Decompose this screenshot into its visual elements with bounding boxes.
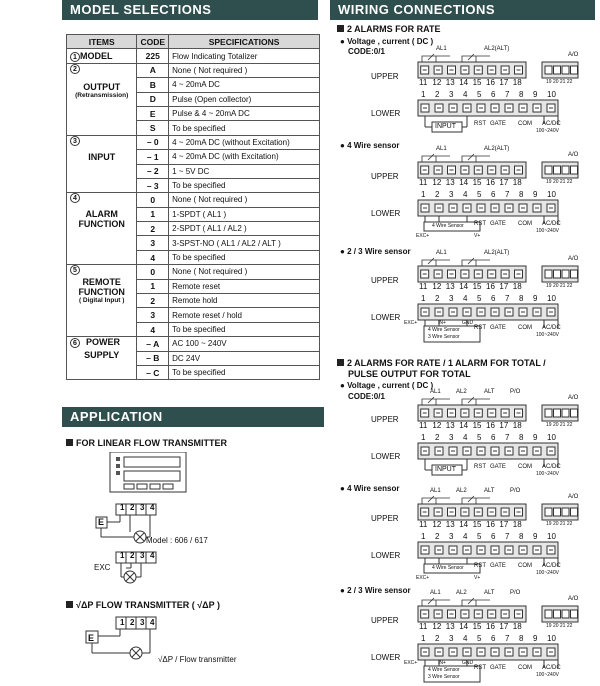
lower-terminal-number: 4 [463,433,468,442]
lower-terminal-number: 6 [491,294,496,303]
upper-terminal-number: 18 [512,622,522,631]
item-alarm: ALARM [85,209,118,220]
lower-terminal-number: 3 [449,90,454,99]
lower-terminal-number: 4 [463,90,468,99]
upper-terminal-number: 15 [472,178,482,187]
table-row: 6 POWER SUPPLY – A AC 100 ~ 240V [67,337,320,351]
upper-label: UPPER [371,72,399,81]
al1-label: AL1 [430,389,441,395]
upper-terminal-number: 14 [459,421,469,430]
lower-terminal-number: 7 [505,190,510,199]
wire23-label-2: ● 2 / 3 Wire sensor [340,586,411,595]
lower-terminal-number: 3 [449,294,454,303]
terminal-2c: 2 [130,618,135,627]
lower-terminal-number: 2 [435,90,440,99]
input-label: INPUT [435,123,456,130]
lower-terminal-number: 5 [477,294,482,303]
upper-terminal-number: 17 [499,520,509,529]
right-terminal-numbers: 19 20 21 22 [546,422,573,428]
lower-terminal-number: 9 [533,90,538,99]
upper-terminal-number: 18 [512,78,522,87]
upper-terminal-number: 15 [472,520,482,529]
table-row: – 1 4 ~ 20mA DC (with Excitation) [67,150,320,164]
lower-terminal-number: 9 [533,294,538,303]
upper-terminal-number: 12 [432,178,442,187]
rst-label: RST [474,325,486,331]
wiring-section-2-title: 2 ALARMS FOR RATE / 1 ALARM FOR TOTAL / [337,358,546,368]
terminal-1: 1 [120,503,125,512]
application-header: APPLICATION [62,407,324,427]
ao-label: A/O [568,52,579,58]
terminal-3b: 3 [140,551,145,560]
terminal-1b: 1 [120,551,125,560]
table-row: D Pulse (Open collector) [67,92,320,106]
upper-terminal-number: 13 [445,282,455,291]
lower-terminal-number: 6 [491,532,496,541]
sensor4-label: 4 Wire Sensor [428,327,460,333]
upper-terminal-number: 16 [486,421,495,430]
al2-label: AL2 [456,389,467,395]
gate-label: GATE [490,563,506,569]
lower-terminal-number: 4 [463,190,468,199]
sensor4-label: 4 Wire Sensor [432,565,464,571]
model-selection-table [66,34,320,380]
lower-terminal-number: 9 [533,532,538,541]
v-plus-label: V+ [474,233,481,239]
table-row: 4 ALARM FUNCTION 0 None ( Not required ) [67,193,320,207]
e-label: E [98,517,105,527]
gnd-label: GND [462,660,474,666]
lower-terminal-number: 10 [547,190,556,199]
lower-terminal-number: 7 [505,433,510,442]
acdc-label: AC/DC [542,665,561,671]
voltage-range-label: 100~240V [536,128,559,134]
lower-terminal-number: 2 [435,634,440,643]
ao-label: A/O [568,395,579,401]
sensor3-label: 3 Wire Sensor [428,334,460,340]
alt-label: ALT [484,488,495,494]
sqrt-flow-title: √ΔP FLOW TRANSMITTER ( √ΔP ) [66,600,220,610]
lower-terminal-number: 9 [533,190,538,199]
upper-terminal-number: 13 [445,622,455,631]
com-label: COM [518,221,532,227]
lower-terminal-number: 7 [505,294,510,303]
lower-terminal-number: 6 [491,433,496,442]
right-terminal-numbers: 19 20 21 22 [546,179,573,185]
square-bullet-icon [66,439,73,446]
square-bullet-icon [66,601,73,608]
table-row: 2 Remote hold [67,294,320,308]
lower-terminal-number: 1 [421,294,426,303]
model-selections-header: MODEL SELECTIONS [62,0,318,20]
com-label: COM [518,121,532,127]
lower-terminal-number: 5 [477,190,482,199]
table-row: – C To be specified [67,365,320,379]
upper-terminal-number: 16 [486,282,495,291]
wire4-label-1: ● 4 Wire sensor [340,141,400,150]
table-row: 4 To be specified [67,250,320,264]
table-row: 2 OUTPUT (Retransmission) A None ( Not required ) [67,63,320,77]
upper-terminal-number: 15 [472,282,482,291]
upper-terminal-number: 14 [459,178,469,187]
col-spec: SPECIFICATIONS [169,35,320,49]
voltage-range-label: 100~240V [536,570,559,576]
model-note: Model : 606 / 617 [146,536,208,545]
com-label: COM [518,563,532,569]
upper-terminal-number: 16 [486,622,495,631]
upper-terminal-number: 12 [432,78,442,87]
lower-terminal-number: 7 [505,532,510,541]
upper-terminal-number: 16 [486,78,495,87]
upper-label: UPPER [371,276,399,285]
exc-plus-label: EXC+ [404,660,418,666]
table-row: 3 3-SPST-NO ( AL1 / AL2 / ALT ) [67,236,320,250]
wiring-connections-header: WIRING CONNECTIONS [330,0,595,20]
table-row: E Pulse & 4 ~ 20mA DC [67,106,320,120]
wire23-label-1: ● 2 / 3 Wire sensor [340,247,411,256]
lower-terminal-number: 8 [519,90,524,99]
lower-terminal-number: 8 [519,190,524,199]
lower-terminal-number: 2 [435,433,440,442]
acdc-label: AC/DC [542,121,561,127]
acdc-label: AC/DC [542,563,561,569]
po-label: P/O [510,488,521,494]
table-row: 1 Remote reset [67,279,320,293]
lower-terminal-number: 8 [519,433,524,442]
gnd-label: GND [462,320,474,326]
lower-terminal-number: 4 [463,294,468,303]
upper-terminal-number: 13 [445,421,455,430]
com-label: COM [518,325,532,331]
lower-terminal-number: 1 [421,190,426,199]
lower-label: LOWER [371,452,401,461]
lower-label: LOWER [371,653,401,662]
table-row: – 3 To be specified [67,178,320,192]
upper-terminal-number: 18 [512,178,522,187]
table-row: 4 To be specified [67,322,320,336]
upper-terminal-number: 11 [419,421,428,430]
gate-label: GATE [490,464,506,470]
upper-terminal-number: 16 [486,178,495,187]
lower-label: LOWER [371,313,401,322]
exc-plus-label: EXC+ [404,320,418,326]
lower-terminal-number: 3 [449,634,454,643]
in-plus-label: IN+ [438,320,446,326]
v-plus-label: V+ [474,575,481,581]
col-items: ITEMS [67,35,137,49]
table-row: 2 2-SPDT ( AL1 / AL2 ) [67,222,320,236]
terminal-4c: 4 [150,618,155,627]
lower-terminal-number: 7 [505,634,510,643]
acdc-label: AC/DC [542,325,561,331]
lower-terminal-number: 7 [505,90,510,99]
gate-label: GATE [490,121,506,127]
rst-label: RST [474,464,486,470]
upper-terminal-number: 15 [472,622,482,631]
alt-label: ALT [484,590,495,596]
upper-label: UPPER [371,415,399,424]
square-bullet-icon [337,359,344,366]
upper-terminal-number: 12 [432,421,442,430]
voltage-range-label: 100~240V [536,228,559,234]
lower-terminal-number: 9 [533,433,538,442]
table-row: 1 MODEL 225 Flow Indicating Totalizer [67,49,320,63]
square-bullet-icon [337,25,344,32]
lower-terminal-number: 5 [477,634,482,643]
item-remote: REMOTE [82,277,121,288]
lower-terminal-number: 10 [547,433,556,442]
e-label-2: E [88,633,95,643]
gate-label: GATE [490,665,506,671]
acdc-label: AC/DC [542,464,561,470]
wire4-label-2: ● 4 Wire sensor [340,484,400,493]
lower-terminal-number: 6 [491,634,496,643]
lower-terminal-number: 1 [421,634,426,643]
lower-label: LOWER [371,551,401,560]
upper-terminal-number: 17 [499,421,509,430]
terminal-2: 2 [130,503,135,512]
upper-terminal-number: 13 [445,520,455,529]
upper-terminal-number: 12 [432,282,442,291]
upper-terminal-number: 14 [459,622,469,631]
voltage-range-label: 100~240V [536,672,559,678]
upper-terminal-number: 18 [512,421,522,430]
upper-terminal-number: 17 [499,178,509,187]
voltage-current-label-1: ● Voltage , current ( DC ) [340,37,434,46]
lower-terminal-number: 3 [449,532,454,541]
upper-terminal-number: 11 [419,178,428,187]
lower-terminal-number: 6 [491,190,496,199]
upper-terminal-number: 18 [512,282,522,291]
al2-alt-label: AL2(ALT) [484,46,510,52]
item-model: MODEL [80,50,113,61]
upper-terminal-number: 17 [499,78,509,87]
al2-label: AL2 [456,590,467,596]
rst-label: RST [474,221,486,227]
upper-terminal-number: 18 [512,520,522,529]
lower-terminal-number: 2 [435,532,440,541]
lower-terminal-number: 10 [547,294,556,303]
upper-terminal-number: 17 [499,622,509,631]
exc-plus-label: EXC+ [416,233,430,239]
table-row: 5 REMOTE FUNCTION ( Digital Input ) 0 None ( Not required ) [67,265,320,279]
lower-terminal-number: 5 [477,433,482,442]
lower-terminal-number: 8 [519,532,524,541]
al1-label: AL1 [436,46,447,52]
lower-terminal-number: 10 [547,532,556,541]
upper-terminal-number: 13 [445,178,455,187]
terminal-2b: 2 [130,551,135,560]
lower-terminal-number: 8 [519,294,524,303]
lower-terminal-number: 2 [435,190,440,199]
upper-terminal-number: 14 [459,78,469,87]
ao-label: A/O [568,596,579,602]
upper-terminal-number: 11 [419,520,428,529]
sensor3-label: 3 Wire Sensor [428,674,460,680]
item-output: OUTPUT [83,81,121,92]
upper-terminal-number: 16 [486,520,495,529]
table-row: – 2 1 ~ 5V DC [67,164,320,178]
ao-label: A/O [568,494,579,500]
sqrt-note: √ΔP / Flow transmitter [158,655,237,664]
rst-label: RST [474,563,486,569]
terminal-3: 3 [140,503,145,512]
lower-terminal-number: 1 [421,90,426,99]
po-label: P/O [510,389,521,395]
lower-terminal-number: 10 [547,634,556,643]
al1-label: AL1 [436,250,447,256]
voltage-current-label-2: ● Voltage , current ( DC ) [340,381,434,390]
lower-terminal-number: 9 [533,634,538,643]
rst-label: RST [474,665,486,671]
table-row: – B DC 24V [67,351,320,365]
code-01-label-1: CODE:0/1 [348,47,385,56]
upper-terminal-number: 13 [445,78,455,87]
lower-terminal-number: 1 [421,433,426,442]
table-row: S To be specified [67,121,320,135]
lower-terminal-number: 8 [519,634,524,643]
exc-label: EXC [94,563,111,572]
item-power: POWER [86,337,121,348]
lower-label: LOWER [371,209,401,218]
upper-terminal-number: 11 [419,282,428,291]
table-row: 3 Remote reset / hold [67,308,320,322]
upper-label: UPPER [371,514,399,523]
al2-alt-label: AL2(ALT) [484,146,510,152]
al1-label: AL1 [430,488,441,494]
lower-terminal-number: 6 [491,90,496,99]
lower-terminal-number: 3 [449,190,454,199]
voltage-range-label: 100~240V [536,332,559,338]
upper-terminal-number: 12 [432,622,442,631]
al1-label: AL1 [430,590,441,596]
lower-terminal-number: 4 [463,634,468,643]
in-plus-label: IN+ [438,660,446,666]
ao-label: A/O [568,256,579,262]
po-label: P/O [510,590,521,596]
upper-terminal-number: 17 [499,282,509,291]
col-code: CODE [137,35,169,49]
terminal-4b: 4 [150,551,155,560]
table-row: 1 1-SPDT ( AL1 ) [67,207,320,221]
terminal-4: 4 [150,503,155,512]
code-01-label-2: CODE:0/1 [348,392,385,401]
com-label: COM [518,665,532,671]
wiring-section-2-subtitle: PULSE OUTPUT FOR TOTAL [348,369,471,379]
right-terminal-numbers: 19 20 21 22 [546,79,573,85]
input-label: INPUT [435,466,456,473]
com-label: COM [518,464,532,470]
terminal-3c: 3 [140,618,145,627]
right-terminal-numbers: 19 20 21 22 [546,521,573,527]
sensor4-label: 4 Wire Sensor [432,223,464,229]
lower-terminal-number: 4 [463,532,468,541]
lower-terminal-number: 10 [547,90,556,99]
exc-plus-label: EXC+ [416,575,430,581]
upper-terminal-number: 15 [472,78,482,87]
wiring-section-1-title: 2 ALARMS FOR RATE [337,24,441,34]
al2-label: AL2 [456,488,467,494]
upper-label: UPPER [371,172,399,181]
al1-label: AL1 [436,146,447,152]
acdc-label: AC/DC [542,221,561,227]
gate-label: GATE [490,221,506,227]
lower-label: LOWER [371,109,401,118]
right-terminal-numbers: 19 20 21 22 [546,283,573,289]
lower-terminal-number: 2 [435,294,440,303]
lower-terminal-number: 5 [477,90,482,99]
upper-terminal-number: 12 [432,520,442,529]
upper-terminal-number: 11 [419,78,428,87]
upper-terminal-number: 11 [419,622,428,631]
rst-label: RST [474,121,486,127]
lower-terminal-number: 5 [477,532,482,541]
item-input: INPUT [88,151,116,162]
alt-label: ALT [484,389,495,395]
upper-terminal-number: 14 [459,282,469,291]
voltage-range-label: 100~240V [536,471,559,477]
linear-flow-title: FOR LINEAR FLOW TRANSMITTER [66,438,227,448]
right-terminal-numbers: 19 20 21 22 [546,623,573,629]
gate-label: GATE [490,325,506,331]
terminal-1c: 1 [120,618,125,627]
upper-terminal-number: 15 [472,421,482,430]
al2-alt-label: AL2(ALT) [484,250,510,256]
table-row: B 4 ~ 20mA DC [67,78,320,92]
ao-label: A/O [568,152,579,158]
table-row: 3 INPUT – 0 4 ~ 20mA DC (without Excitation) [67,135,320,149]
lower-terminal-number: 1 [421,532,426,541]
upper-label: UPPER [371,616,399,625]
lower-terminal-number: 3 [449,433,454,442]
upper-terminal-number: 14 [459,520,469,529]
sensor4-label: 4 Wire Sensor [428,667,460,673]
